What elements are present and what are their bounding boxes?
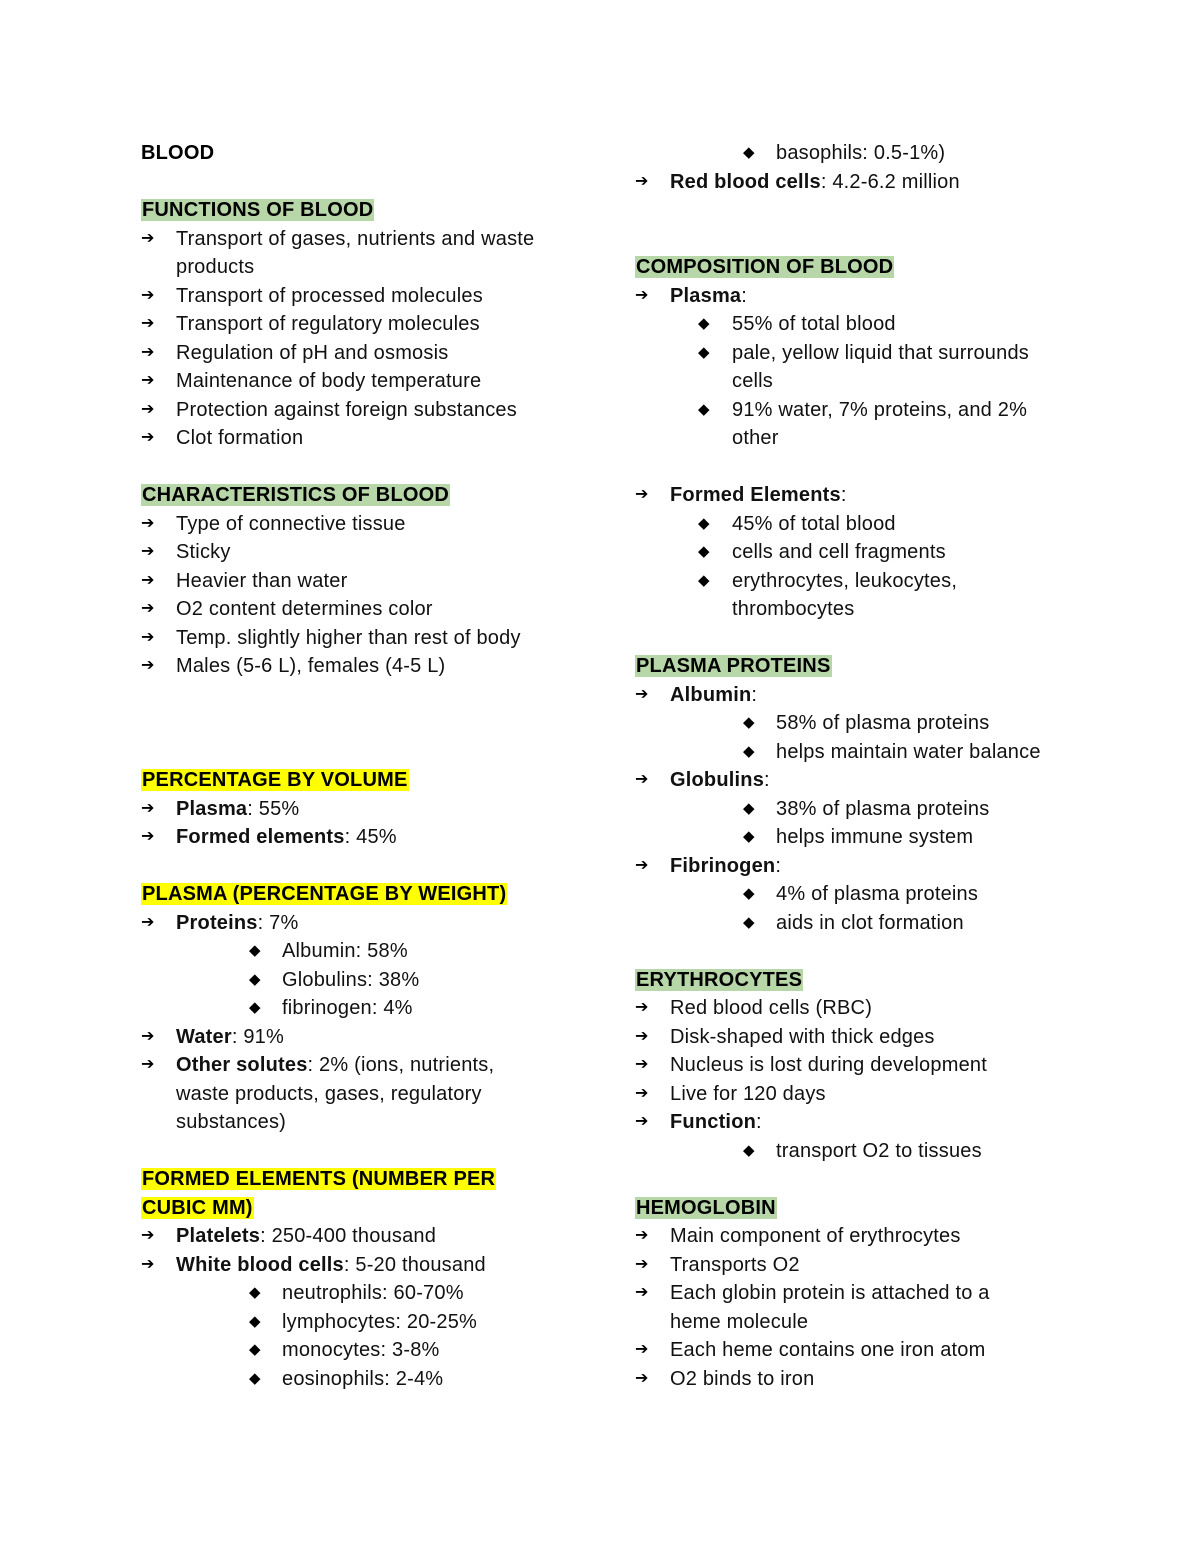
plasma-proteins-heading: PLASMA PROTEINS (636, 655, 831, 677)
list-item: ➔ Main component of erythrocytes (635, 1222, 1075, 1251)
volume-heading-line (141, 766, 581, 795)
list-item: ➔ Nucleus is lost during development (635, 1051, 1075, 1080)
diamond-icon: ◆ (743, 828, 755, 845)
list-item: ➔ Water: 91% (141, 1023, 581, 1052)
arrow-icon: ➔ (141, 1027, 155, 1045)
arrow-icon: ➔ (635, 1227, 649, 1244)
list-item: ➔ Maintenance of body temperature (141, 367, 581, 396)
formed-heading-cont: CUBIC MM) (142, 1196, 253, 1219)
arrow-icon: ➔ (141, 229, 155, 247)
arrow-icon: ➔ (635, 1084, 649, 1102)
diamond-icon: ◆ (698, 571, 710, 589)
arrow-icon: ➔ (141, 913, 155, 931)
list-item: ➔ Regulation of pH and osmosis (141, 339, 581, 368)
list-item-continuation: waste products, gases, regulatory (176, 1082, 482, 1105)
diamond-icon: ◆ (249, 1284, 261, 1301)
formed-heading-line (141, 1194, 581, 1223)
list-item: ➔ Heavier than water (141, 567, 581, 596)
arrow-icon: ➔ (635, 685, 649, 703)
list-item: ➔ Clot formation (141, 424, 581, 453)
document-title: BLOOD (141, 142, 215, 164)
list-item: ➔ Red blood cells (RBC) (635, 994, 1075, 1023)
list-item: ➔ Function: (635, 1108, 1075, 1137)
sub-list-item: ◆ lymphocytes: 20-25% (141, 1308, 581, 1337)
arrow-icon: ➔ (141, 286, 155, 304)
arrow-icon: ➔ (141, 1056, 155, 1073)
sub-list-item: ◆ aids in clot formation (635, 909, 1075, 938)
diamond-icon: ◆ (249, 999, 261, 1016)
arrow-icon: ➔ (141, 799, 155, 817)
diamond-icon: ◆ (743, 1141, 755, 1159)
list-item: ➔ Red blood cells: 4.2-6.2 million (635, 168, 1075, 197)
formed-heading: FORMED ELEMENTS (NUMBER PER (142, 1168, 496, 1190)
arrow-icon: ➔ (635, 999, 649, 1016)
arrow-icon: ➔ (141, 543, 155, 560)
list-item: ➔ Each globin protein is attached to a (635, 1279, 1075, 1308)
sub-list-item: ◆ 45% of total blood (635, 510, 1075, 539)
list-item: ➔ O2 content determines color (141, 595, 581, 624)
arrow-icon: ➔ (141, 1255, 155, 1273)
erythrocytes-heading-line (635, 966, 1075, 995)
hemoglobin-heading-line (635, 1194, 1075, 1223)
list-item: ➔ Disk-shaped with thick edges (635, 1023, 1075, 1052)
diamond-icon: ◆ (698, 315, 710, 332)
arrow-icon: ➔ (141, 372, 155, 389)
diamond-icon: ◆ (743, 799, 755, 817)
sub-list-item: ◆ helps maintain water balance (635, 738, 1075, 767)
list-item: ➔ Plasma: 55% (141, 795, 581, 824)
list-item: ➔ Globulins: (635, 766, 1075, 795)
arrow-icon: ➔ (141, 514, 155, 532)
list-item: ➔ Other solutes: 2% (ions, nutrients, (141, 1051, 581, 1080)
hemoglobin-heading: HEMOGLOBIN (636, 1196, 776, 1219)
list-item: ➔ Platelets: 250-400 thousand (141, 1222, 581, 1251)
list-item: ➔ Plasma: (635, 282, 1075, 311)
characteristics-heading-line (141, 481, 581, 510)
list-item: ➔ Transport of gases, nutrients and waste (141, 225, 581, 254)
arrow-icon: ➔ (141, 657, 155, 674)
plasma-weight-heading: PLASMA (PERCENTAGE BY WEIGHT) (142, 883, 507, 905)
sub-list-item: ◆ erythrocytes, leukocytes, (635, 567, 1075, 596)
list-item: ➔ Formed elements: 45% (141, 823, 581, 852)
diamond-icon: ◆ (698, 543, 710, 560)
sub-list-item: ◆ Albumin: 58% (141, 937, 581, 966)
formed-heading-line (141, 1165, 581, 1194)
diamond-icon: ◆ (249, 1312, 261, 1330)
sub-list-item: ◆ 38% of plasma proteins (635, 795, 1075, 824)
diamond-icon: ◆ (743, 714, 755, 731)
list-item: ➔ Fibrinogen: (635, 852, 1075, 881)
arrow-icon: ➔ (141, 600, 155, 617)
sub-list-item: ◆ 58% of plasma proteins (635, 709, 1075, 738)
list-item: ➔ Albumin: (635, 681, 1075, 710)
right-column (635, 139, 1075, 1393)
plasma-proteins-heading-line (635, 652, 1075, 681)
diamond-icon: ◆ (743, 885, 755, 902)
characteristics-heading: CHARACTERISTICS OF BLOOD (142, 484, 450, 506)
diamond-icon: ◆ (249, 942, 261, 959)
arrow-icon: ➔ (141, 628, 155, 646)
diamond-icon: ◆ (743, 913, 755, 931)
arrow-icon: ➔ (635, 1027, 649, 1045)
list-item-continuation: products (176, 256, 255, 278)
diamond-icon: ◆ (249, 1341, 261, 1358)
sub-list-item: ◆ transport O2 to tissues (635, 1137, 1075, 1166)
composition-heading-line (635, 253, 1075, 282)
list-item-continuation: heme molecule (670, 1310, 809, 1333)
list-item: ➔ Transport of regulatory molecules (141, 310, 581, 339)
functions-heading-line (141, 196, 581, 225)
diamond-icon: ◆ (249, 970, 261, 988)
diamond-icon: ◆ (743, 144, 755, 161)
sub-list-item-continuation: thrombocytes (732, 598, 855, 620)
erythrocytes-heading: ERYTHROCYTES (636, 968, 803, 991)
left-column (141, 139, 581, 1393)
sub-list-item: ◆ fibrinogen: 4% (141, 994, 581, 1023)
list-item: ➔ Live for 120 days (635, 1080, 1075, 1109)
list-item-continuation: substances) (176, 1111, 287, 1133)
arrow-icon: ➔ (141, 400, 155, 418)
list-item: ➔ Temp. slightly higher than rest of body (141, 624, 581, 653)
list-item: ➔ Transports O2 (635, 1251, 1075, 1280)
list-item: ➔ Formed Elements: (635, 481, 1075, 510)
list-item: ➔ O2 binds to iron (635, 1365, 1075, 1394)
volume-heading: PERCENTAGE BY VOLUME (142, 769, 408, 791)
sub-list-item: ◆ eosinophils: 2-4% (141, 1365, 581, 1394)
sub-list-item: ◆ pale, yellow liquid that surrounds (635, 339, 1075, 368)
sub-list-item: ◆ 55% of total blood (635, 310, 1075, 339)
sub-list-item: ◆ basophils: 0.5-1%) (635, 139, 1075, 168)
diamond-icon: ◆ (698, 343, 710, 361)
sub-list-item: ◆ cells and cell fragments (635, 538, 1075, 567)
sub-list-item: ◆ Globulins: 38% (141, 966, 581, 995)
arrow-icon: ➔ (141, 1227, 155, 1244)
diamond-icon: ◆ (249, 1369, 261, 1387)
sub-list-item-continuation: cells (732, 370, 774, 392)
arrow-icon: ➔ (635, 1369, 649, 1387)
arrow-icon: ➔ (635, 486, 649, 503)
arrow-icon: ➔ (635, 1255, 649, 1273)
arrow-icon: ➔ (635, 1284, 649, 1301)
diamond-icon: ◆ (698, 514, 710, 532)
functions-heading: FUNCTIONS OF BLOOD (142, 199, 374, 221)
arrow-icon: ➔ (635, 771, 649, 788)
sub-list-item-continuation: other (732, 427, 779, 449)
arrow-icon: ➔ (141, 343, 155, 361)
arrow-icon: ➔ (635, 1113, 649, 1130)
composition-heading: COMPOSITION OF BLOOD (636, 256, 894, 278)
list-item: ➔ Males (5-6 L), females (4-5 L) (141, 652, 581, 681)
list-item: ➔ Type of connective tissue (141, 510, 581, 539)
sub-list-item: ◆ monocytes: 3-8% (141, 1336, 581, 1365)
arrow-icon: ➔ (141, 828, 155, 845)
list-item: ➔ Proteins: 7% (141, 909, 581, 938)
diamond-icon: ◆ (698, 400, 710, 418)
arrow-icon: ➔ (635, 1056, 649, 1073)
document-title-line (141, 139, 581, 168)
list-item: ➔ Transport of processed molecules (141, 282, 581, 311)
diamond-icon: ◆ (743, 742, 755, 760)
arrow-icon: ➔ (635, 856, 649, 874)
arrow-icon: ➔ (635, 1341, 649, 1358)
arrow-icon: ➔ (141, 315, 155, 332)
arrow-icon: ➔ (635, 172, 649, 190)
arrow-icon: ➔ (141, 429, 155, 446)
sub-list-item: ◆ neutrophils: 60-70% (141, 1279, 581, 1308)
arrow-icon: ➔ (635, 286, 649, 304)
list-item: ➔ Protection against foreign substances (141, 396, 581, 425)
list-item: ➔ Each heme contains one iron atom (635, 1336, 1075, 1365)
list-item: ➔ White blood cells: 5-20 thousand (141, 1251, 581, 1280)
sub-list-item: ◆ 91% water, 7% proteins, and 2% (635, 396, 1075, 425)
list-item: ➔ Sticky (141, 538, 581, 567)
sub-list-item: ◆ 4% of plasma proteins (635, 880, 1075, 909)
plasma-weight-heading-line (141, 880, 581, 909)
sub-list-item: ◆ helps immune system (635, 823, 1075, 852)
arrow-icon: ➔ (141, 571, 155, 589)
